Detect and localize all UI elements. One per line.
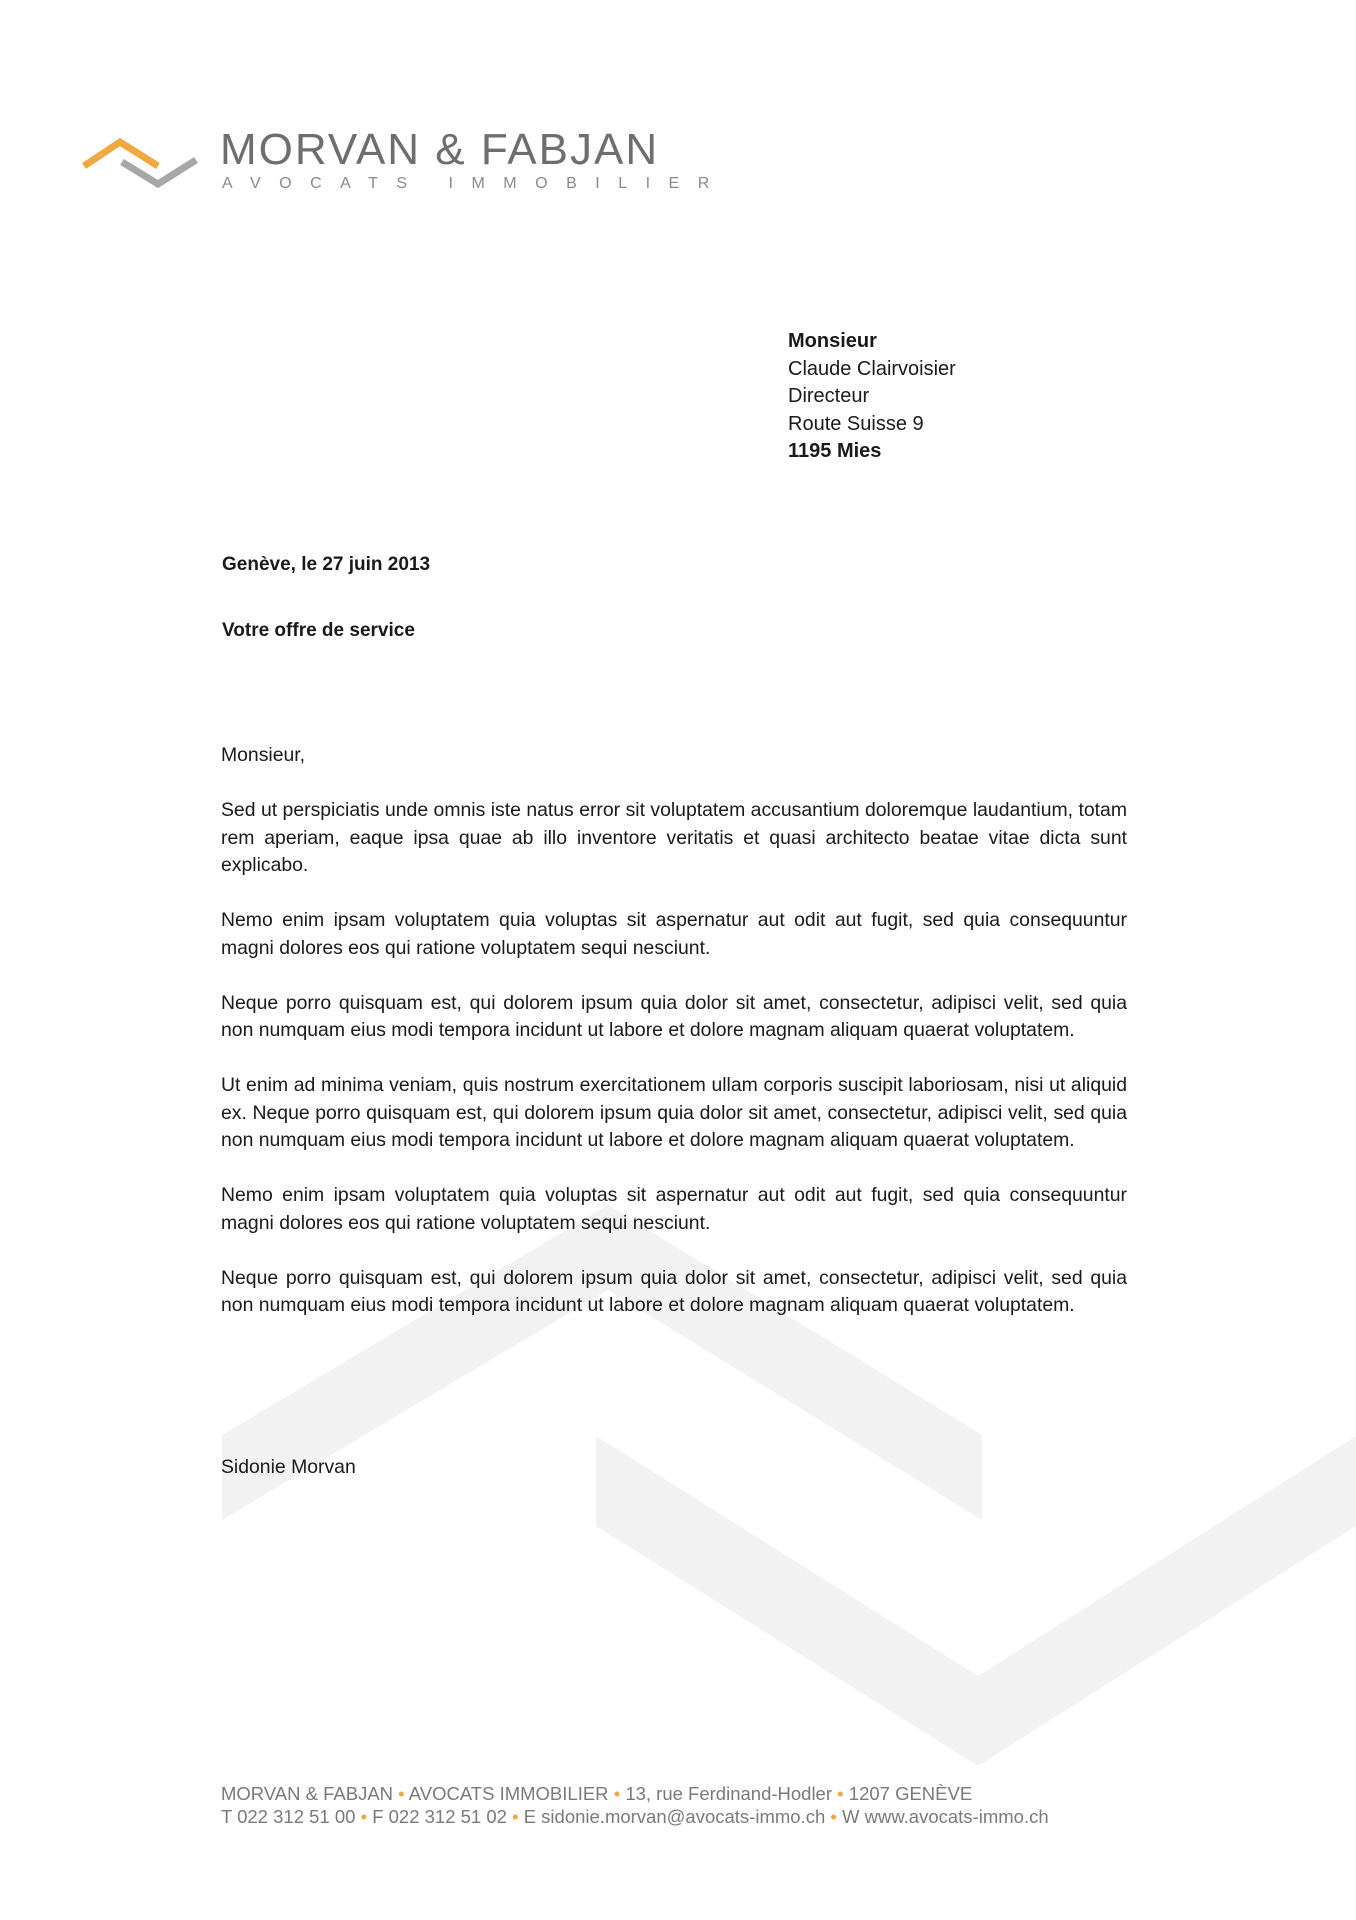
footer-separator: • [837,1783,844,1804]
body-paragraph: Neque porro quisquam est, qui dolorem ipsum quia dolor sit amet, consectetur, adipisci velit, sed quia non numquam eius modi tempora incidunt ut labore et dolore magnam aliquam quaerat voluptatem. [221,1266,1127,1316]
footer-separator: • [830,1806,837,1827]
footer-separator: • [398,1783,405,1804]
recipient-name: Claude Clairvoisier [788,357,956,380]
letter-body [221,742,1127,1347]
letter-greeting: Monsieur, [221,744,306,766]
recipient-street: Route Suisse 9 [788,412,924,435]
footer-street: 13, rue Ferdinand-Hodler [625,1783,833,1804]
recipient-role: Directeur [788,385,870,407]
letterhead-footer [221,1782,1049,1828]
recipient-address-block [788,328,956,466]
footer-separator: • [360,1806,368,1827]
recipient-title: Monsieur [788,330,877,352]
letter-date: Genève, le 27 juin 2013 [222,554,431,575]
logo-tagline: AVOCATS IMMOBILIER [222,175,728,192]
footer-tagline: AVOCATS IMMOBILIER [408,1783,609,1804]
footer-phone: T 022 312 51 00 [221,1806,356,1827]
body-paragraph: Neque porro quisquam est, qui dolorem ipsum quia dolor sit amet, consectetur, adipisci velit, sed quia non numquam eius modi tempora incidunt ut labore et dolore magnam aliquam quaerat voluptatem. [221,991,1127,1041]
letter-subject: Votre offre de service [222,620,415,641]
footer-separator: • [512,1806,519,1827]
body-paragraph: Sed ut perspiciatis unde omnis iste natus error sit voluptatem accusantium doloremque laudantium, totam rem aperiam, eaque ipsa quae ab illo inventore veritatis et quasi architecto beatae vitae dicta sunt explicabo. [221,799,1127,876]
body-paragraph: Nemo enim ipsam voluptatem quia voluptas sit aspernatur aut odit aut fugit, sed quia consequuntur magni dolores eos qui ratione voluptatem sequi nesciunt. [221,909,1127,959]
footer-line-contact [221,1805,1049,1828]
footer-website-link[interactable]: W www.avocats-immo.ch [842,1806,1049,1827]
footer-city: 1207 GENÈVE [848,1783,973,1804]
house-roof-chevron-icon [82,134,202,192]
footer-email-link[interactable]: E sidonie.morvan@avocats-immo.ch [523,1806,826,1827]
recipient-city: 1195 Mies [788,440,882,462]
footer-company: MORVAN & FABJAN [221,1783,394,1804]
footer-separator: • [613,1783,621,1804]
body-paragraph: Ut enim ad minima veniam, quis nostrum exercitationem ullam corporis suscipit laboriosam, nisi ut aliquid ex. Neque porro quisquam est, qui dolorem ipsum quia dolor sit amet, consectetur, adipisci velit, sed quia non numquam eius modi tempora incidunt ut labore et dolore magnam aliquam quaerat voluptatem. [221,1074,1127,1151]
body-paragraph: Nemo enim ipsam voluptatem quia voluptas sit aspernatur aut odit aut fugit, sed quia consequuntur magni dolores eos qui ratione voluptatem sequi nesciunt. [221,1184,1127,1234]
footer-fax: F 022 312 51 02 [372,1806,507,1827]
logo-company-name: MORVAN & FABJAN [220,125,660,174]
letter-signature: Sidonie Morvan [221,1456,356,1478]
footer-line-address [221,1782,1049,1805]
